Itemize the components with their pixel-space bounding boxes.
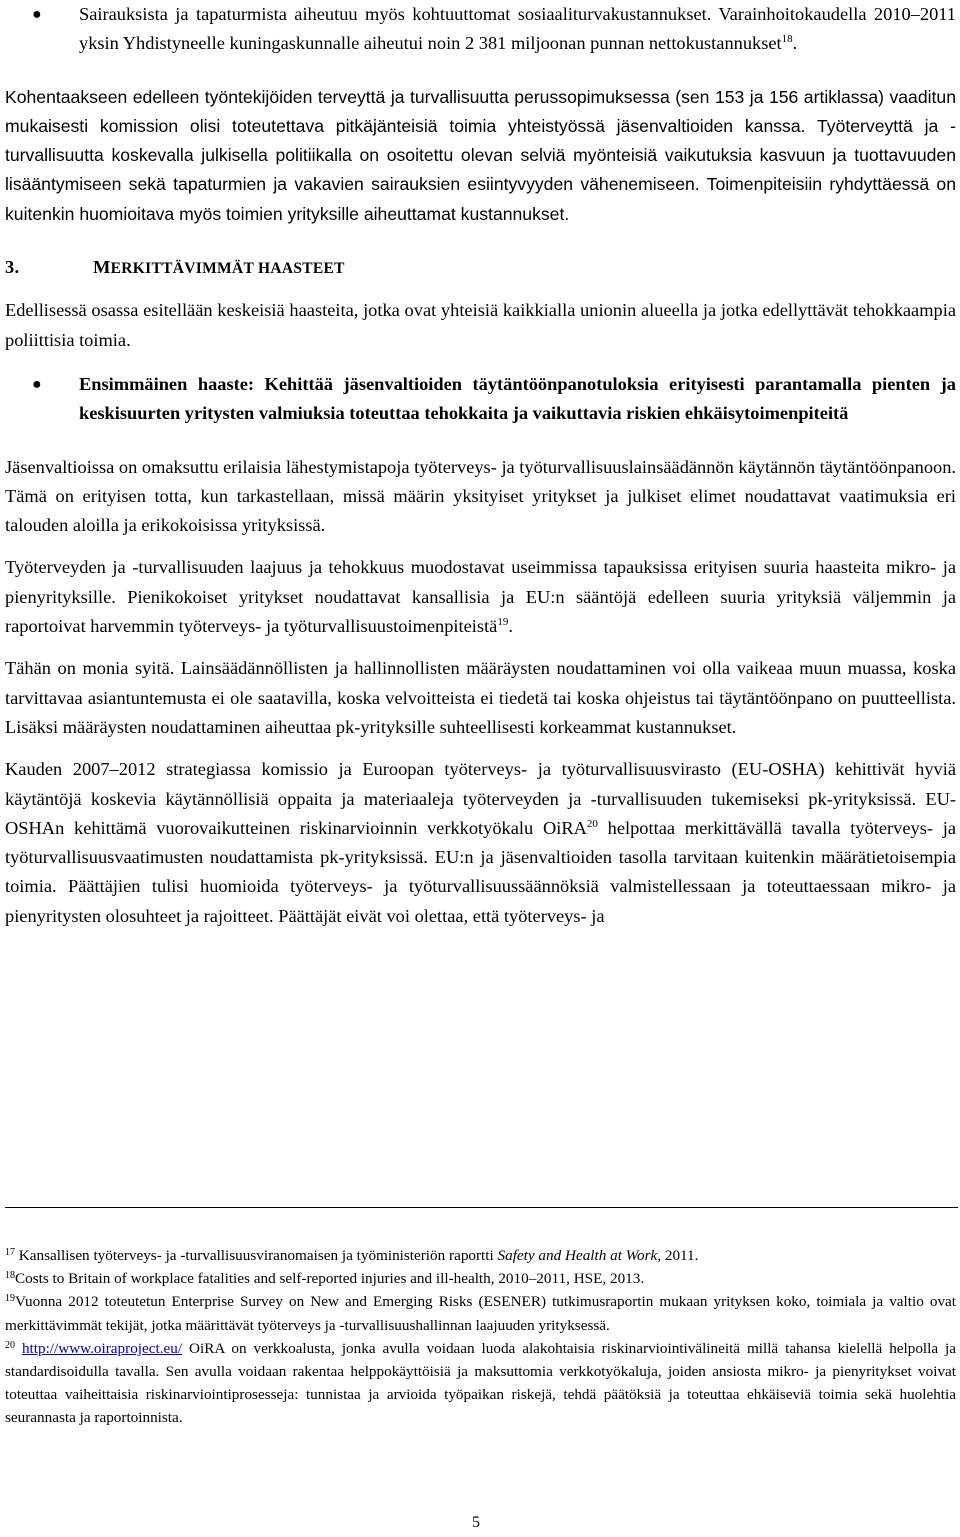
section-title: ERKITTÄVIMMÄT HAASTEET — [110, 260, 345, 278]
footnote-ref[interactable]: 20 — [586, 817, 598, 830]
footnotes — [5, 1244, 956, 1430]
oira-link[interactable]: http://www.oiraproject.eu/ — [21, 1339, 183, 1357]
footnote-17: $^{17}$ Kansallisen työterveys- ja -turvallisuusviranomaisen ja työministeriön raportti Safety and Health at Work, 2011. — [5, 1247, 699, 1264]
footnote-separator — [5, 1207, 958, 1208]
footnote-ref[interactable]: 19 — [497, 615, 509, 628]
challenge-bullet — [5, 370, 956, 429]
bullet-icon: ● — [32, 375, 42, 393]
challenge-heading: Ensimmäinen haaste: Kehittää jäsenvaltioiden täytäntöönpanotuloksia erityisesti parantamalla pienten ja keskisuurten yritysten valmiuksia toteuttaa tehokkaita ja vaikuttavia riskien ehkäisytoimenpiteitä — [79, 373, 956, 424]
bullet-item: ● Sairauksista ja tapaturmista aiheutuu myös kohtuuttomat sosiaaliturvakustannukset. Varainhoitokaudella 2010–2011 yksin Yhdistyneelle kuningaskunnalle aiheutui noin 2 381 miljoonan punnan nettokustannukset$^{18}$. — [5, 0, 956, 59]
paragraph: Edellisessä osassa esitellään keskeisiä haasteita, jotka ovat yhteisiä kaikkialla unionin alueella ja jotka edellyttävät tehokkaampia poliittisia toimia. — [5, 300, 956, 350]
footnote-20: $^{20}$ http://www.oiraproject.eu/ OiRA on verkkoalusta, jonka avulla voidaan luoda alakohtaisia riskinarviointivälineitä millä tahansa kielellä helpolla ja standardisoidulla tavalla. Sen avulla voidaan rakentaa helppokäyttöisiä ja maksuttomia verkkotyökaluja, joiden ansiosta mikro- ja pienyritykset voivat toteuttaa vaiheittaisia riskinarviointiprosesseja: tunnistaa ja arvioida työpaikan riskejä, tehdä päätöksiä ja toteuttaa ehkäiseviä toimia sekä huolehtia seurannasta ja raportoinnista. — [5, 1339, 957, 1427]
paragraph — [5, 83, 956, 229]
paragraph: Tähän on monia syitä. Lainsäädännöllisten ja hallinnollisten määräysten noudattaminen voi olla vaikeaa muun muassa, koska tarvittavaa asiantuntemusta ei ole saatavilla, koska velvoitteista ei tiedetä tai koska ohjeistus tai täytäntöönpano on puutteellista. Lisäksi määräysten noudattaminen aiheuttaa pk-yrityksille suhteellisesti korkeammat kustannukset. — [5, 658, 956, 737]
main-text — [5, 0, 956, 931]
paragraph: Kauden 2007–2012 strategiassa komissio ja Euroopan työterveys- ja työturvallisuusvirasto (EU-OSHA) kehittivät hyviä käytäntöjä koskevia käytännöllisiä oppaita ja materiaaleja työterveyden ja -turvallisuuden tukemiseksi pk-yrityksissä. EU-OSHAn kehittämä vuorovaikutteinen riskinarvioinnin verkkotyökalu OiRA$^{20}$ helpottaa merkittävällä tavalla työterveys- ja työturvallisuusvaatimusten noudattamista pk-yrityksissä. EU:n ja jäsenvaltioiden tasolla tarvitaan kuitenkin määrätietoisempia toimia. Päättäjien tulisi huomioida työterveys- ja työturvallisuussäännöksiä valmistellessaan ja toteuttaessaan mikro- ja pienyritysten olosuhteet ja rajoitteet. Päättäjät eivät voi olettaa, että työterveys- ja — [5, 759, 956, 926]
paragraph-sans-part-2: Työterveyttä ja -turvallisuutta koskevalla julkisella politiikalla on osoitettu olevan selviä myönteisiä vaikutuksia kasvuun ja tuottavuuden lisääntymiseen sekä tapaturmien ja vakavien sairauksien esiintyvyyden vähenemiseen. Toimenpiteisiin ryhdyttäessä on kuitenkin huomioitava myös toimien yrityksille aiheuttamat kustannukset. — [5, 115, 956, 224]
section-heading: 3. MERKITTÄVIMMÄT HAASTEET — [5, 253, 956, 283]
paragraph: Työterveyden ja -turvallisuuden laajuus ja tehokkuus muodostavat useimmissa tapauksissa erityisen suuria haasteita mikro- ja pienyrityksille. Pienikokoiset yritykset noudattavat kansallisia ja EU:n sääntöjä edelleen suuria yrityksiä väljemmin ja raportoivat harvemmin työterveys- ja työturvallisuustoimenpiteistä$^{19}$. — [5, 557, 956, 637]
bullet-icon: ● — [32, 6, 42, 23]
page-number: 5 — [472, 1514, 480, 1531]
paragraph-sans-part: Kohentaakseen edelleen työntekijöiden terveyttä ja turvallisuutta perussopimuksessa (sen 153 ja 156 artiklassa) vaaditun mukaisesti komission olisi toteutettava pitkäjänteisiä toimia yhteistyössä jäsenvaltioiden kanssa. — [5, 86, 956, 136]
bullet-text: Sairauksista ja tapaturmista aiheutuu myös kohtuuttomat sosiaaliturvakustannukset. Varainhoitokaudella 2010–2011 yksin Yhdistyneelle kuningaskunnalle aiheutui noin 2 381 miljoonan punnan nettokustannukset — [79, 4, 956, 54]
footnote-ref[interactable]: 18 — [781, 33, 793, 46]
footnote-19: $^{19}$Vuonna 2012 toteutetun Enterprise Survey on New and Emerging Risks (ESENER) tutkimusraportin mukaan yrityksen koko, toimiala ja valtio ovat merkittävimmät tekijät, jotka määrittävät työterveys ja -turvallisuushallinnan laajuuden yrityksessä. — [5, 1293, 956, 1334]
section-number: 3. — [5, 257, 20, 278]
paragraph: Jäsenvaltioissa on omaksuttu erilaisia lähestymistapoja työterveys- ja työturvallisuuslainsäädännön käytännön täytäntöönpanoon. Tämä on erityisen totta, kun tarkastellaan, missä määrin yksityiset yritykset ja julkiset elimet noudattavat vaatimuksia eri talouden aloilla ja erikokoisissa yrityksissä. — [5, 456, 956, 536]
footnote-18: $^{18}$Costs to Britain of workplace fatalities and self-reported injuries and ill-health, 2010–2011, HSE, 2013. — [5, 1270, 645, 1288]
